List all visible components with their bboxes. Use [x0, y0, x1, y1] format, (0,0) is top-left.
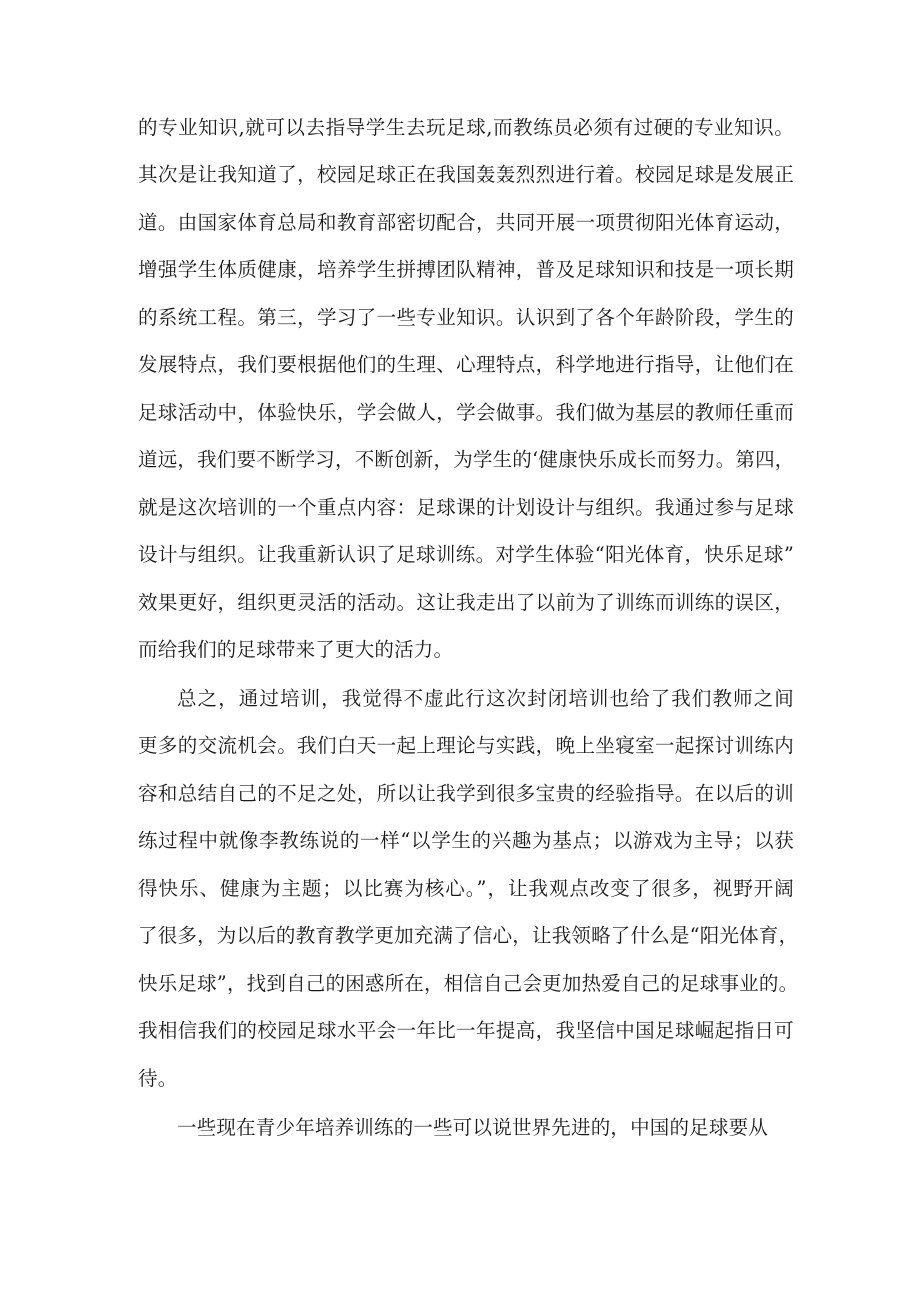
text-line-5: 的系统工程。第三，学习了一些专业知识。认识到了各个年龄阶段，学生的 [138, 306, 794, 329]
text-line-19: 快乐足球”，找到自己的困惑所在，相信自己会更加热爱自己的足球事业的。 [138, 972, 799, 995]
paragraph-3-first-line: 一些现在青少年培养训练的一些可以说世界先进的，中国的足球要从 [177, 1116, 769, 1139]
text-line-4: 增强学生体质健康，培养学生拼搏团队精神，普及足球知识和技是一项长期 [138, 258, 794, 281]
text-line-17: 得快乐、健康为主题；以比赛为核心。”，让我观点改变了很多，视野开阔 [138, 877, 794, 900]
text-line-3: 道。由国家体育总局和教育部密切配合，共同开展一项贯彻阳光体育运动， [138, 211, 794, 234]
text-line-11: 效果更好，组织更灵活的活动。这让我走出了以前为了训练而训练的误区， [138, 591, 794, 614]
text-line-9: 就是这次培训的一个重点内容：足球课的计划设计与组织。我通过参与足球 [138, 496, 794, 519]
text-line-1: 的专业知识,就可以去指导学生去玩足球,而教练员必须有过硬的专业知识。 [138, 116, 794, 139]
text-line-8: 道远，我们要不断学习，不断创新，为学生的‘健康快乐成长而努力。第四， [138, 448, 795, 471]
text-line-20: 我相信我们的校园足球水平会一年比一年提高，我坚信中国足球崛起指日可 [138, 1019, 794, 1042]
text-line-15: 容和总结自己的不足之处，所以让我学到很多宝贵的经验指导。在以后的训 [138, 782, 794, 805]
paragraph-2-first-line: 总之，通过培训，我觉得不虚此行这次封闭培训也给了我们教师之间 [177, 687, 794, 710]
text-line-16: 练过程中就像李教练说的一样“以学生的兴趣为基点；以游戏为主导；以获 [138, 829, 794, 852]
text-line-7: 足球活动中，体验快乐，学会做人，学会做事。我们做为基层的教师任重而 [138, 401, 794, 424]
text-line-6: 发展特点，我们要根据他们的生理、心理特点，科学地进行指导，让他们在 [138, 353, 794, 376]
text-line-12: 而给我们的足球带来了更大的活力。 [138, 638, 454, 661]
text-line-2: 其次是让我知道了，校园足球正在我国轰轰烈烈进行着。校园足球是发展正 [138, 163, 794, 186]
text-line-21: 待。 [138, 1067, 178, 1090]
text-line-18: 了很多，为以后的教育教学更加充满了信心，让我领略了什么是“阳光体育， [138, 924, 799, 947]
text-line-14: 更多的交流机会。我们白天一起上理论与实践，晚上坐寝室一起探讨训练内 [138, 734, 794, 757]
text-line-10: 设计与组织。让我重新认识了足球训练。对学生体验“阳光体育，快乐足球” [138, 543, 794, 566]
